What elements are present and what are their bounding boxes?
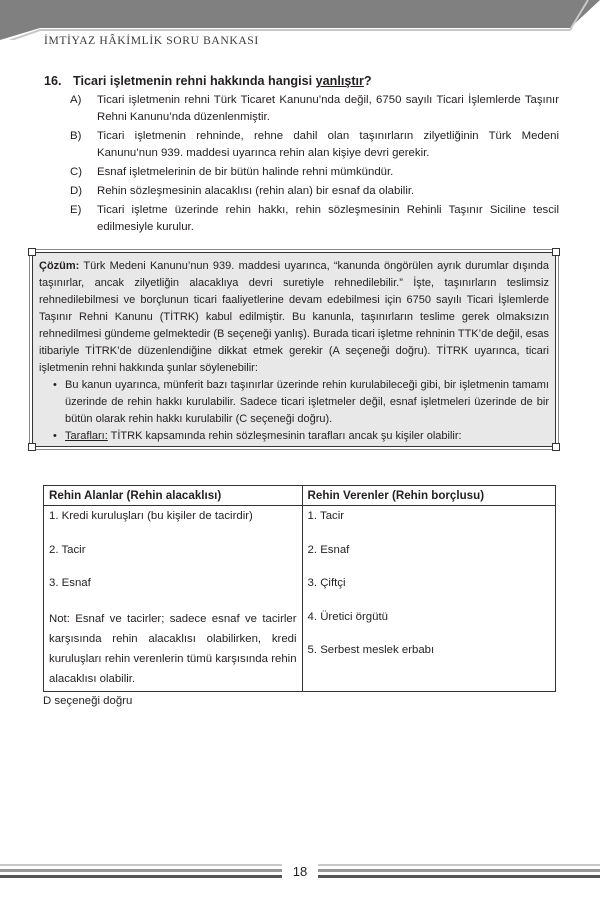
- option-text: Esnaf işletmelerinin de bir bütün halinde rehni mümkündür.: [97, 166, 394, 178]
- option-text: Rehin sözleşmesinin alacaklısı (rehin alan) bir esnaf da olabilir.: [97, 185, 415, 197]
- footer-rule-right: [318, 864, 600, 880]
- page-number: 18: [292, 864, 308, 879]
- question-prompt: [44, 74, 559, 88]
- question-number: 16.: [44, 74, 62, 88]
- option-c[interactable]: [44, 164, 559, 181]
- pledgees-cell: [44, 506, 303, 692]
- bullet-lead: Tarafları:: [65, 430, 108, 442]
- column-header: Rehin Verenler (Rehin borçlusu): [302, 486, 555, 506]
- list-item: 5. Serbest meslek erbabı: [307, 644, 435, 656]
- bullet-marker: •: [53, 430, 57, 442]
- prompt-end: ?: [363, 74, 372, 88]
- list-item: 3. Esnaf: [49, 577, 91, 589]
- solution-bullet: [39, 377, 549, 428]
- solution-label: Çözüm:: [39, 260, 80, 272]
- option-text: Ticari işletme üzerinde rehin hakkı, rehin sözleşmesinin Rehinli Taşınır Siciline tescil edilmesiyle kurulur.: [97, 204, 559, 233]
- list-item: 4. Üretici örgütü: [307, 610, 388, 623]
- prompt-text: Ticari işletmenin rehni hakkında hangisi: [73, 74, 316, 88]
- corner-ornament: [28, 443, 36, 451]
- table-note: Not: Esnaf ve tacirler; sadece esnaf ve tacirler karşısında rehin alacaklısı olabilirken, kredi kuruluşları rehin verenlerin tümü karşısında rehin alacaklısı olabilir.: [49, 612, 297, 685]
- solution-paragraph: [39, 258, 549, 377]
- pledgors-cell: [302, 506, 555, 692]
- corner-ornament: [28, 248, 36, 256]
- corner-ornament: [552, 248, 560, 256]
- answer-text: D seçeneği doğru: [43, 695, 133, 707]
- option-e[interactable]: [44, 202, 559, 236]
- option-letter: D): [70, 185, 83, 197]
- option-letter: E): [70, 204, 82, 216]
- option-letter: C): [70, 166, 83, 178]
- option-letter: B): [70, 130, 82, 142]
- prompt-emphasis: yanlıştır: [315, 74, 364, 88]
- option-text: Ticari işletmenin rehni Türk Ticaret Kanunu’nda değil, 6750 sayılı Ticari İşlemlerde Taşınır Rehni Kanunu’nda düzenlenmiştir.: [97, 94, 559, 123]
- solution-text: Türk Medeni Kanunu’nun 939. maddesi uyarınca, “kanunda öngörülen ayrık durumlar dışında taşınırlar, ancak zilyetliğin alacaklıya devri suretiyle rehnedilebilir.” İşte, taşınırların teslimsiz rehnedilebilmesi ve borçlunun ticari faaliyetlerine devam edebilmesi için 6750 sayılı Ticari İşlemlerde Taşınır Rehni Kanunu (TİTRK) kabul edilmiştir. Bu kanunla, taşınırların teslime gerek olmaksızın rehnedilmesi gündeme gelmektedir (B seçeneği yanlış). Burada ticari işletme rehninin TTK’de değil, esas itibariyle TİTRK’de düzenlendiğine dikkat etmek gerekir (A seçeneği doğru). TİTRK uyarınca, ticari işletmenin rehni hakkında şunlar söylenebilir:: [39, 260, 549, 374]
- list-item: 3. Çiftçi: [307, 577, 346, 589]
- list-item: 2. Esnaf: [307, 543, 350, 556]
- column-header: Rehin Alanlar (Rehin alacaklısı): [44, 486, 303, 506]
- book-title: İMTİYAZ HÂKİMLİK SORU BANKASI: [44, 34, 259, 47]
- bullet-marker: •: [53, 379, 57, 391]
- list-item: 1. Tacir: [307, 510, 345, 522]
- solution-box: [32, 252, 556, 447]
- question-block: [44, 74, 559, 236]
- corner-ornament: [552, 443, 560, 451]
- bullet-text: TİTRK kapsamında rehin sözleşmesinin tarafları ancak şu kişiler olabilir:: [107, 430, 462, 442]
- footer-rule-left: [0, 864, 282, 880]
- list-item: 1. Kredi kuruluşları (bu kişiler de tacirdir): [49, 510, 253, 522]
- parties-table: [43, 485, 556, 692]
- table-row: [44, 506, 556, 692]
- option-letter: A): [70, 94, 82, 106]
- option-b[interactable]: [44, 128, 559, 162]
- solution-bullet: [39, 428, 549, 445]
- list-item: 2. Tacir: [49, 543, 86, 556]
- option-d[interactable]: [44, 183, 559, 200]
- option-a[interactable]: [44, 92, 559, 126]
- table-header-row: [44, 486, 556, 506]
- bullet-text: Bu kanun uyarınca, münferit bazı taşınırlar üzerinde rehin kurulabileceği gibi, bir işletmenin tamamı üzerinde de rehin hakkı kurulabilir. Sadece ticari işletmeler değil, esnaf işletmeleri üzerinde de bir bütün olarak rehin hakkı kurulabilir (C seçeneği doğru).: [65, 379, 549, 425]
- option-text: Ticari işletmenin rehninde, rehne dahil olan taşınırların zilyetliğinin Türk Medeni Kanunu’nun 939. maddesi uyarınca rehin alan kişiye devri gerekir.: [97, 130, 559, 159]
